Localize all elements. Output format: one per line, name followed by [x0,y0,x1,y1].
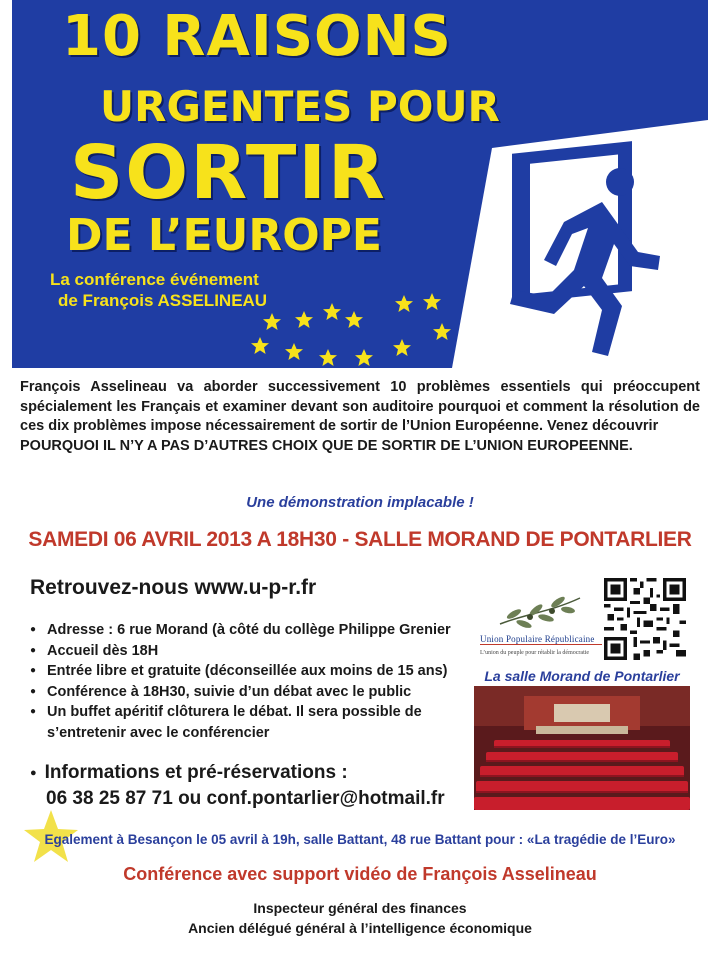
intro-text: François Asselineau va aborder successivement 10 problèmes essentiels qui préoccupent spécialement les Français et examiner devant son auditoire pourquoi et comment la résolution de ces dix problèmes impose nécessairement de sortir de l’Union Européenne. Venez découvrir [20,379,700,434]
logo-name: Union Populaire Républicaine [480,634,602,645]
conference-room-photo [474,686,690,810]
besancon-event-line: Egalement à Besançon le 05 avril à 19h, salle Battant, 48 rue Battant pour : «La tragédie de l’Euro» [44,832,676,847]
event-details-list [30,620,480,743]
qr-code-icon [604,578,686,660]
event-date-location: SAMEDI 06 AVRIL 2013 A 18H30 - SALLE MORAND DE PONTARLIER [28,528,692,551]
tagline: Une démonstration implacable ! [246,494,474,511]
banner-title-line1: 10 RAISONS [62,4,452,69]
contact-line: 06 38 25 87 71 ou conf.pontarlier@hotmail.fr [46,788,445,809]
speaker-role-1: Inspecteur général des finances [253,900,467,916]
list-item-continuation: s’entretenir avec le conférencier [47,724,270,741]
info-title: ● Informations et pré-réservations : [30,762,348,784]
banner-title-line3: SORTIR [70,130,387,216]
poster-banner [12,0,708,368]
intro-caps: POURQUOI IL N’Y A PAS D’AUTRES CHOIX QUE DE SORTIR DE L’UNION EUROPEENNE. [20,437,633,454]
list-item: ● Adresse : 6 rue Morand (à côté du collège Philippe Grenier [30,620,480,641]
banner-title-line4: DE L’EUROPE [66,210,382,261]
banner-subtitle-line2: de François ASSELINEAU [58,291,268,310]
conference-subtitle: Conférence avec support vidéo de François Asselineau [123,864,597,884]
list-item: ● Entrée libre et gratuite (déconseillée aux moins de 15 ans) [30,661,480,682]
website-line: Retrouvez-nous www.u-p-r.fr [30,576,317,599]
exit-running-man-icon [452,120,708,368]
logo-slogan: L’union du peuple pour rétablir la démocratie [480,650,590,656]
list-item: ● Conférence à 18H30, suivie d’un débat avec le public [30,682,480,703]
banner-subtitle-line1: La conférence événement [50,270,259,289]
list-item: ● Un buffet apéritif clôturera le débat. Il sera possible de [30,702,480,723]
list-item: ● Accueil dès 18H [30,641,480,662]
room-caption: La salle Morand de Pontarlier [484,668,680,684]
olive-branch-logo-icon [480,584,600,660]
eu-stars-icon [232,290,482,368]
speaker-role-2: Ancien délégué général à l’intelligence économique [188,920,532,936]
intro-paragraph [20,378,700,456]
banner-title-line2: URGENTES POUR [100,82,500,131]
